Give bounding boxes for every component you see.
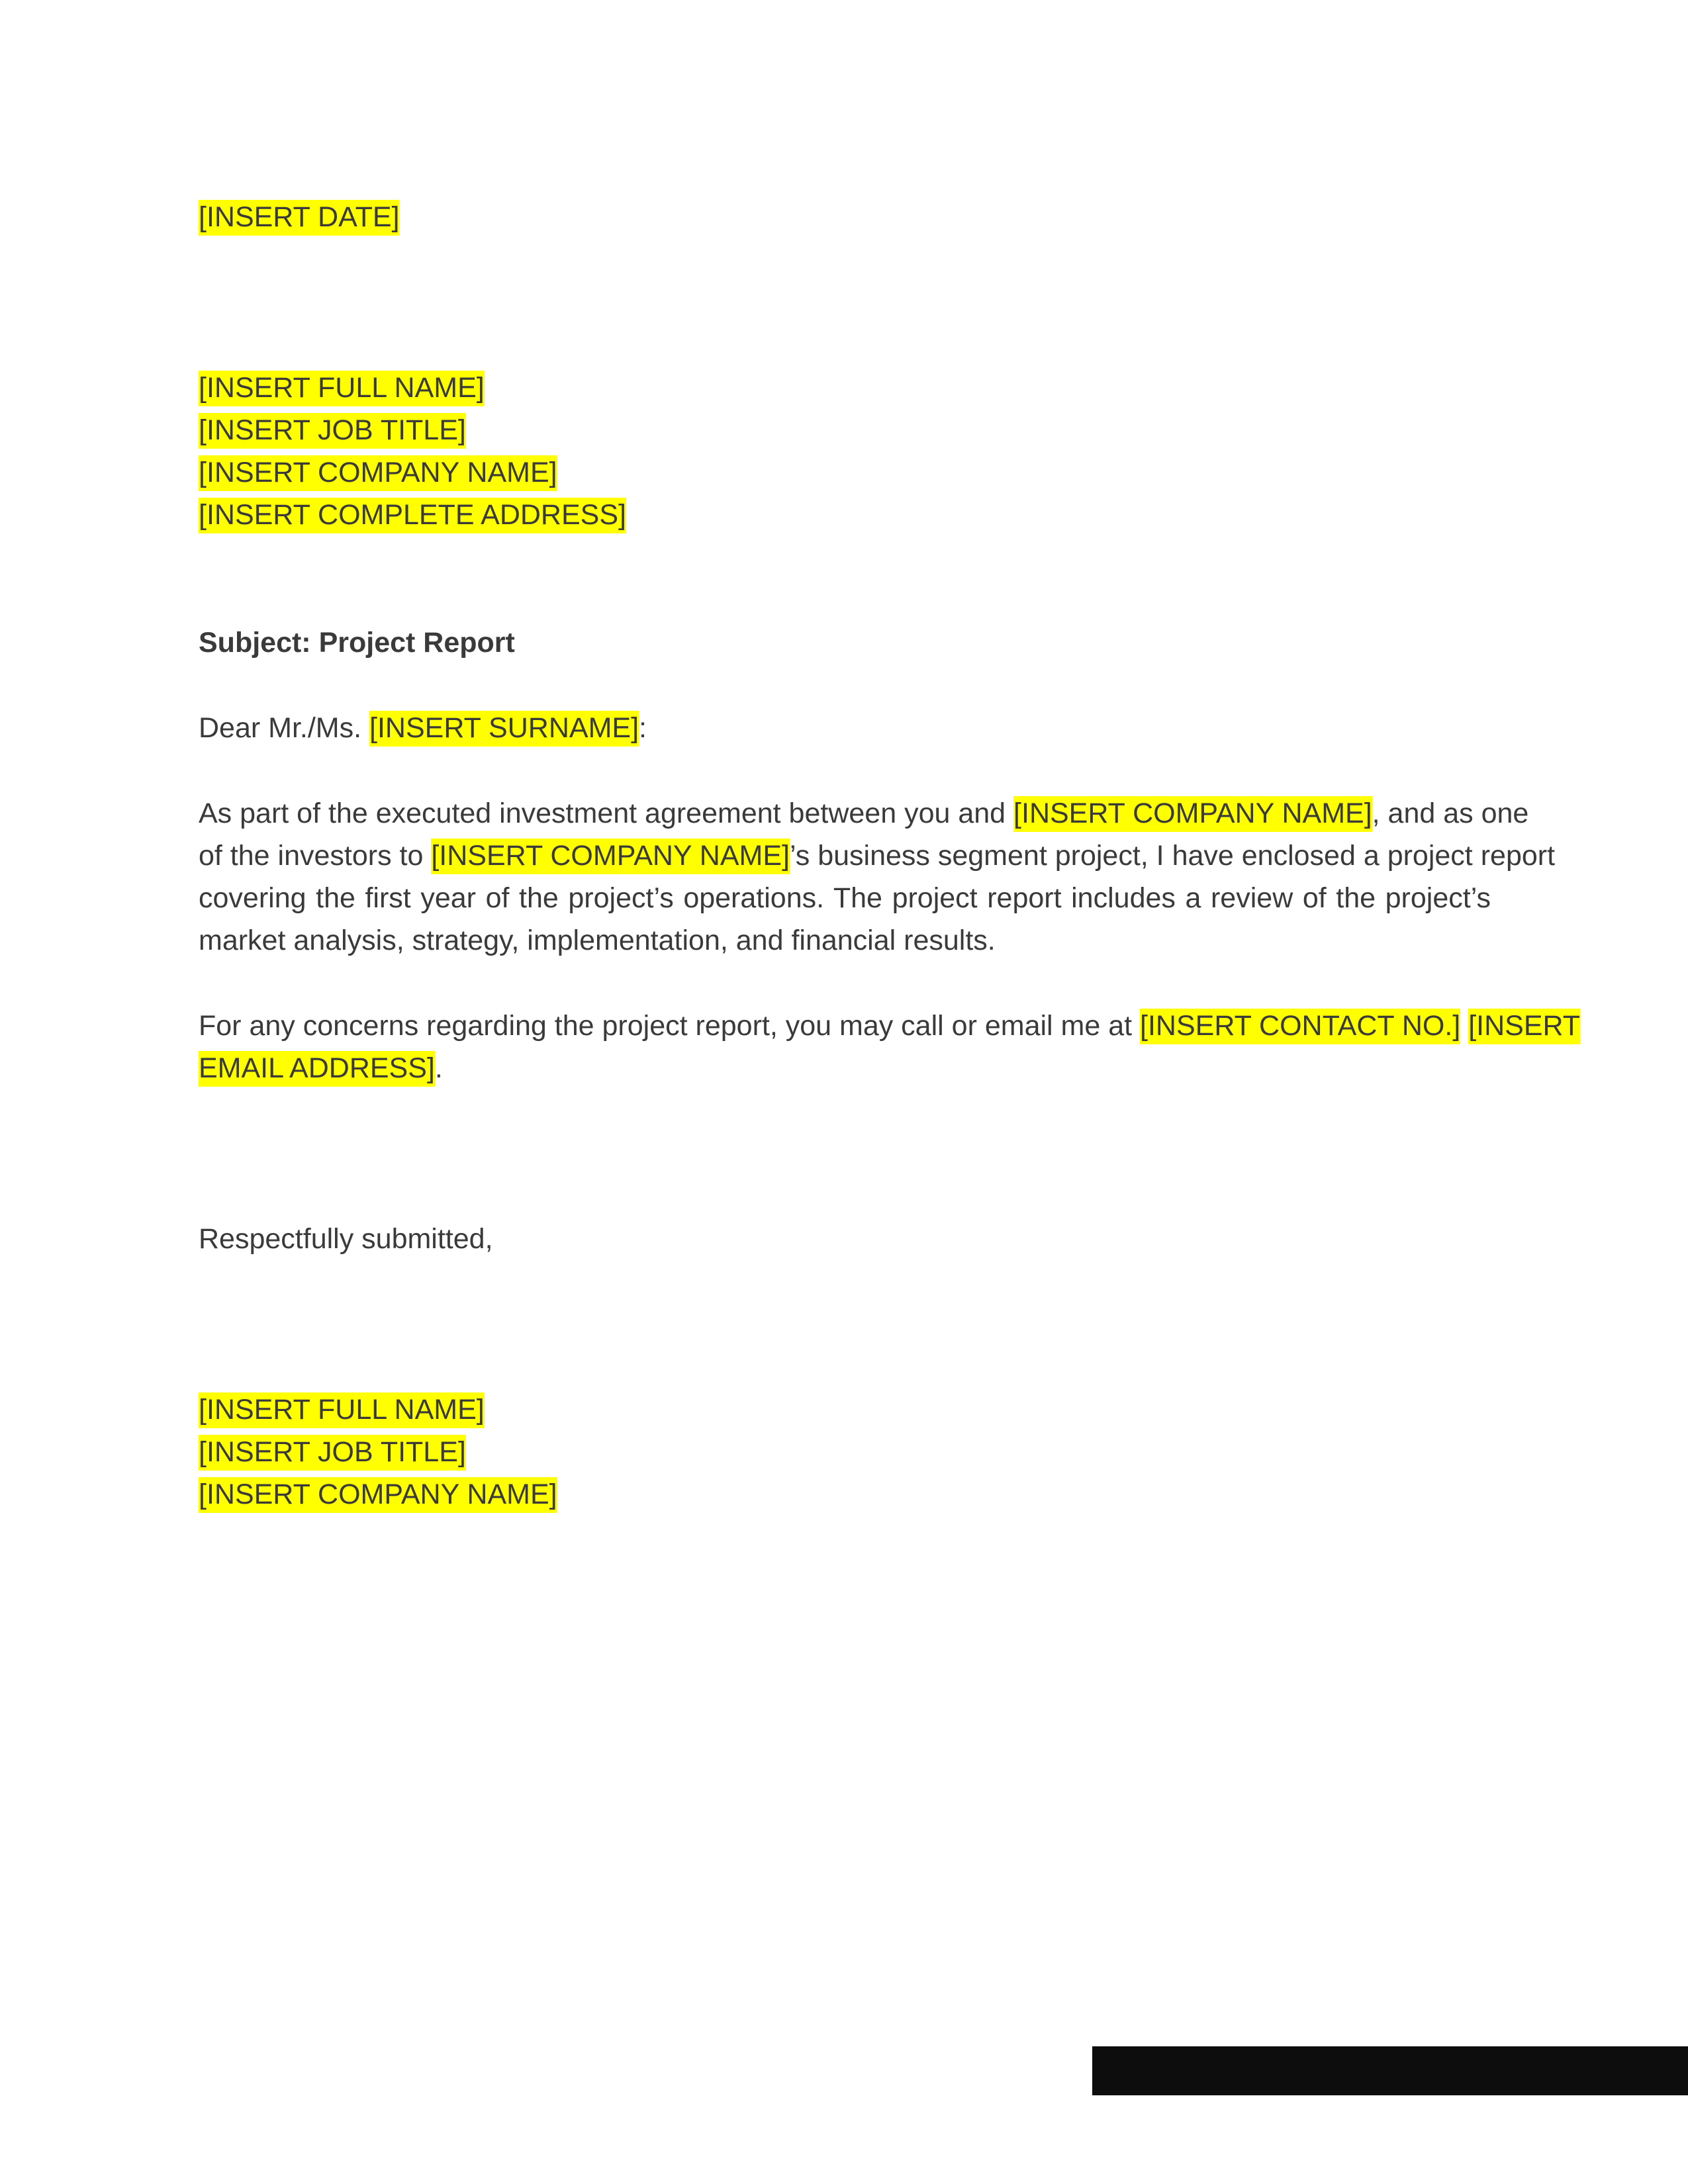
body2-period: . bbox=[434, 1052, 443, 1084]
body1-company-name-2: [INSERT COMPANY NAME] bbox=[431, 839, 790, 874]
body1-line-4: market analysis, strategy, implementation, and financial results. bbox=[199, 925, 996, 956]
body1-text: ’s business segment project, I have enclosed a project report bbox=[789, 840, 1556, 872]
body1-text: of the investors to bbox=[199, 840, 432, 872]
footer-bar bbox=[1092, 2046, 1688, 2095]
body-paragraph-1 bbox=[199, 792, 1556, 962]
recipient-name-line bbox=[199, 367, 485, 409]
body1-line-1 bbox=[199, 792, 1529, 835]
body2-space bbox=[1460, 1010, 1468, 1042]
body1-company-name-1: [INSERT COMPANY NAME] bbox=[1013, 796, 1372, 832]
subject-line: Subject: Project Report bbox=[199, 627, 515, 659]
recipient-address-line bbox=[199, 494, 626, 536]
recipient-company-name: [INSERT COMPANY NAME] bbox=[199, 455, 557, 491]
salutation-prefix: Dear Mr./Ms. bbox=[199, 712, 370, 744]
body2-text: For any concerns regarding the project report, you may call or email me at bbox=[199, 1010, 1141, 1042]
closing-line: Respectfully submitted, bbox=[199, 1223, 493, 1255]
body1-text: , and as one bbox=[1372, 797, 1529, 829]
recipient-title-line bbox=[199, 409, 466, 451]
sender-name-line bbox=[199, 1388, 485, 1431]
salutation-line bbox=[199, 707, 647, 749]
recipient-address: [INSERT COMPLETE ADDRESS] bbox=[199, 498, 626, 533]
sender-job-title: [INSERT JOB TITLE] bbox=[199, 1435, 466, 1471]
salutation-suffix: : bbox=[639, 712, 647, 744]
sender-full-name: [INSERT FULL NAME] bbox=[199, 1392, 485, 1428]
date-placeholder: [INSERT DATE] bbox=[199, 200, 399, 236]
body2-contact-no: [INSERT CONTACT NO.] bbox=[1140, 1009, 1460, 1044]
salutation-surname: [INSERT SURNAME] bbox=[369, 711, 639, 747]
body2-line-1 bbox=[199, 1005, 1581, 1047]
body-paragraph-2 bbox=[199, 1005, 1581, 1089]
body2-email-start: [INSERT bbox=[1468, 1009, 1580, 1044]
recipient-company-line bbox=[199, 451, 557, 494]
body2-line-2 bbox=[199, 1047, 1491, 1089]
sender-company-name: [INSERT COMPANY NAME] bbox=[199, 1477, 557, 1513]
recipient-job-title: [INSERT JOB TITLE] bbox=[199, 413, 466, 449]
sender-company-line bbox=[199, 1473, 557, 1516]
body1-line-2 bbox=[199, 835, 1556, 877]
body1-text: As part of the executed investment agreement between you and bbox=[199, 797, 1014, 829]
body1-line-3: covering the first year of the project’s operations. The project report includes a review of the project’s bbox=[199, 882, 1491, 914]
sender-title-line bbox=[199, 1431, 466, 1473]
recipient-full-name: [INSERT FULL NAME] bbox=[199, 371, 485, 406]
body2-email-end: EMAIL ADDRESS] bbox=[199, 1051, 435, 1087]
date-line bbox=[199, 196, 399, 238]
